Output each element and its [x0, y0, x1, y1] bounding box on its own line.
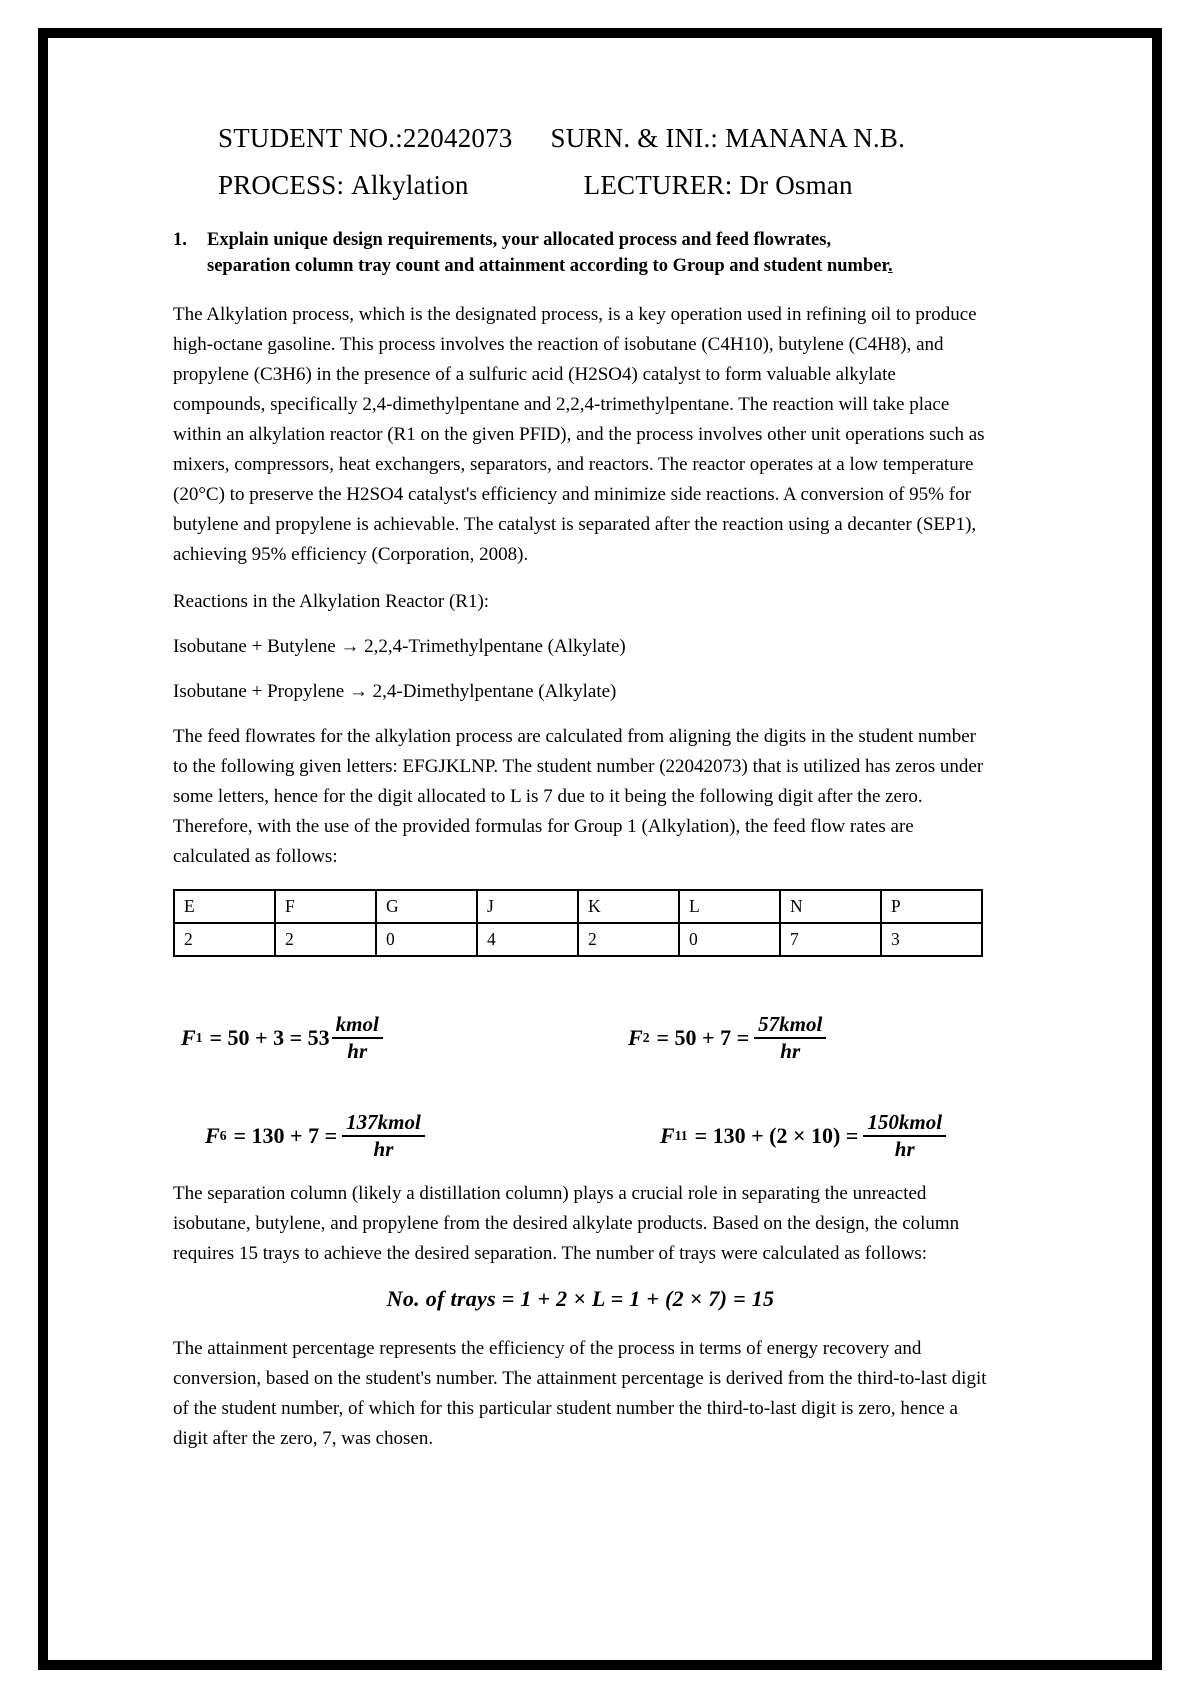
formula-f1: [181, 1013, 385, 1064]
formula-f6-expression: = 130 + 7 =: [233, 1123, 338, 1149]
lecturer-value: Dr Osman: [739, 170, 853, 200]
formula-f6-fraction: [342, 1111, 425, 1162]
formula-f2-numerator: 57kmol: [758, 1011, 823, 1036]
table-header-f: F: [275, 890, 376, 923]
formula-f11-expression: = 130 + (2 × 10) =: [694, 1123, 859, 1149]
formula-f11-index: 11: [674, 1128, 688, 1144]
student-no-value: 22042073: [402, 123, 513, 153]
table-value-j: 4: [477, 923, 578, 956]
formula-f6-name: F: [205, 1123, 220, 1149]
question-number: 1.: [173, 230, 187, 250]
reactions-heading: Reactions in the Alkylation Reactor (R1):: [173, 590, 490, 612]
table-header-p: P: [881, 890, 982, 923]
paragraph-intro: The Alkylation process, which is the designated process, is a key operation used in refining oil to produce high-octane gasoline. This process involves the reaction of isobutane (C4H10), butylene (C4H8), and propylene (C3H6) in the presence of a sulfuric acid (H2SO4) catalyst to form valuable alkylate compounds, specifically 2,4-dimethylpentane and 2,2,4-trimethylpentane. The reaction will take place within an alkylation reactor (R1 on the given PFID), and the process involves other unit operations such as mixers, compressors, heat exchangers, separators, and reactors. The reactor operates at a low temperature (20°C) to preserve the H2SO4 catalyst's efficiency and minimize side reactions. A conversion of 95% for butylene and propylene is achievable. The catalyst is separated after the reaction using a decanter (SEP1), achieving 95% efficiency (Corporation, 2008).: [173, 303, 985, 565]
trays-equation: No. of trays = 1 + 2 × L = 1 + (2 × 7) = 15: [386, 1285, 775, 1311]
formula-f2-denominator: hr: [754, 1037, 826, 1064]
formula-f1-index: 1: [195, 1030, 203, 1046]
header-process-line: [173, 170, 988, 201]
question-text: [207, 227, 988, 280]
paragraph-feed-flowrates: The feed flowrates for the alkylation process are calculated from aligning the digits in the student number to the following given letters: EFGJKLNP. The student number (22042073) that is utilized has zeros under some letters, hence for the digit allocated to L is 7 due to it being the following digit after the zero. Therefore, with the use of the provided formulas for Group 1 (Alkylation), the feed flow rates are calculated as follows:: [173, 725, 984, 867]
process-label: PROCESS:: [218, 170, 345, 200]
document-content: [173, 123, 988, 1471]
table-row-headers: [174, 890, 982, 923]
table-header-e: E: [174, 890, 275, 923]
formula-row-1: [173, 991, 988, 1087]
formula-f11-numerator: 150kmol: [867, 1109, 943, 1134]
table-header-j: J: [477, 890, 578, 923]
formula-f1-denominator: hr: [332, 1037, 383, 1064]
formula-f1-expression: = 50 + 3 = 53: [209, 1025, 330, 1051]
table-header-l: L: [679, 890, 780, 923]
question-line-2: separation column tray count and attainment according to Group and student number: [207, 256, 888, 277]
table-value-n: 7: [780, 923, 881, 956]
variables-table: [173, 889, 983, 957]
reaction-equation-1: Isobutane + Butylene → 2,2,4-Trimethylpentane (Alkylate): [173, 635, 626, 657]
paragraph-separation-column: The separation column (likely a distillation column) plays a crucial role in separating the unreacted isobutane, butylene, and propylene from the desired alkylate products. Based on the design, the column requires 15 trays to achieve the desired separation. The number of trays were calculated as follows:: [173, 1182, 960, 1264]
table-value-f: 2: [275, 923, 376, 956]
question-heading: [173, 227, 988, 280]
table-header-k: K: [578, 890, 679, 923]
formula-f2-expression: = 50 + 7 =: [656, 1025, 750, 1051]
formula-f11-fraction: [863, 1111, 946, 1162]
surname-label: SURN. & INI.:: [550, 123, 719, 153]
table-header-g: G: [376, 890, 477, 923]
document-page: [48, 38, 1152, 1660]
formula-row-2: [173, 1087, 988, 1179]
formula-f6-denominator: hr: [342, 1135, 425, 1162]
surname-value: MANANA N.B.: [725, 123, 906, 153]
formula-f6-index: 6: [219, 1128, 227, 1144]
header-student-line: [173, 123, 988, 154]
reaction-equation-2: Isobutane + Propylene → 2,4-Dimethylpentane (Alkylate): [173, 680, 617, 702]
process-value: Alkylation: [351, 170, 469, 200]
lecturer-label: LECTURER:: [583, 170, 733, 200]
formula-f11: [660, 1111, 948, 1162]
table-value-l: 0: [679, 923, 780, 956]
table-value-e: 2: [174, 923, 275, 956]
formula-f2-name: F: [628, 1025, 643, 1051]
formula-f1-numerator: kmol: [335, 1011, 379, 1036]
question-line-1: Explain unique design requirements, your allocated process and feed flowrates,: [207, 230, 832, 250]
paragraph-attainment: The attainment percentage represents the efficiency of the process in terms of energy recovery and conversion, based on the student's number. The attainment percentage is derived from the third-to-last digit of the student number, of which for this particular student number the third-to-last digit is zero, hence a digit after the zero, 7, was chosen.: [173, 1337, 987, 1449]
table-value-g: 0: [376, 923, 477, 956]
formula-f1-fraction: [332, 1013, 383, 1064]
formula-f2-fraction: [754, 1013, 826, 1064]
formula-f2: [628, 1013, 828, 1064]
table-value-p: 3: [881, 923, 982, 956]
formula-f2-index: 2: [642, 1030, 650, 1046]
table-row-values: [174, 923, 982, 956]
formula-f6-numerator: 137kmol: [346, 1109, 421, 1134]
student-no-label: STUDENT NO.:: [218, 123, 403, 153]
formula-f11-denominator: hr: [863, 1135, 946, 1162]
formula-f6: [205, 1111, 427, 1162]
formula-f1-name: F: [181, 1025, 196, 1051]
formula-f11-name: F: [660, 1123, 675, 1149]
page-border-frame: [38, 28, 1162, 1670]
table-header-n: N: [780, 890, 881, 923]
question-trailing-period: .: [887, 256, 893, 277]
table-value-k: 2: [578, 923, 679, 956]
